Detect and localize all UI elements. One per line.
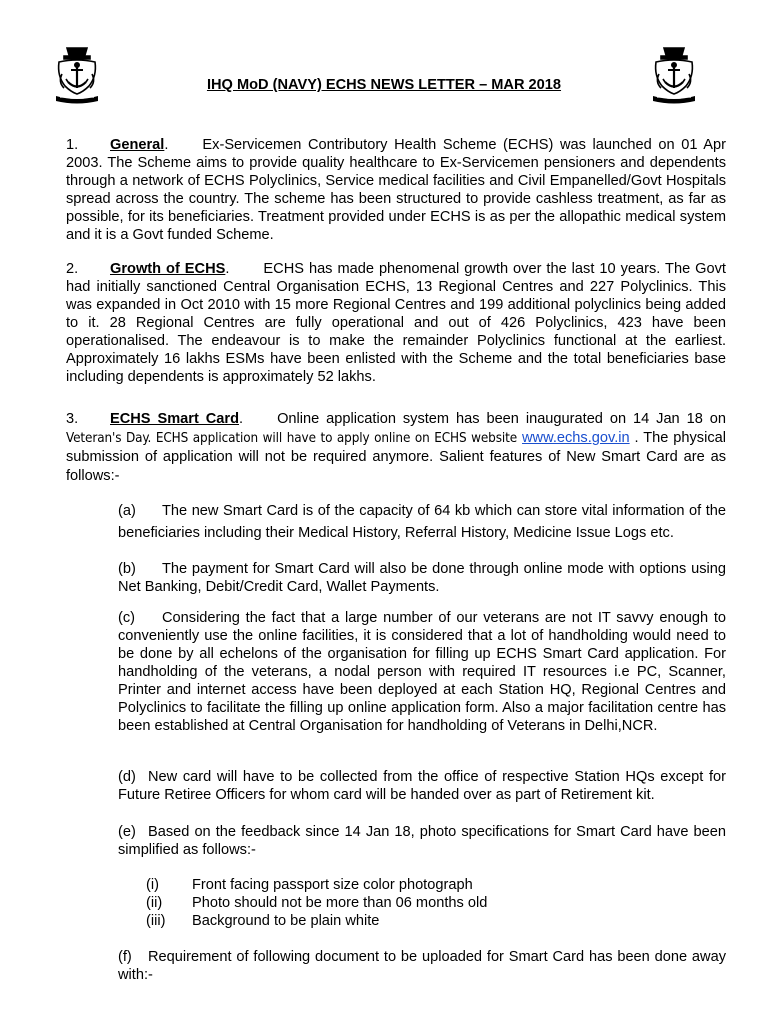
section-text-line2: Veteran's Day. ECHS application will have to apply online on ECHS website	[66, 431, 518, 446]
section-growth: 2. Growth of ECHS. ECHS has made phenomenal growth over the last 10 years. The Govt had initially sanctioned Central Organisation ECHS, 13 Regional Centres and 227 Polyclinics. This was expanded in Oct 2010 with 15 more Regional Centres and 199 additional polyclinics being added to it. 28 Regional Centres are fully operational and out of 426 Polyclinics, 423 have been operationalised. The endeavour is to make the remainder Polyclinics functional at the earliest. Approximately 16 lakhs ESMs have been enlisted with the Scheme and the total beneficiaries base including dependents is approximately 52 lakhs.	[66, 261, 726, 385]
item-text: Requirement of following document to be uploaded for Smart Card has been done away with:-	[118, 949, 726, 983]
list-item-text: Front facing passport size color photograph	[192, 877, 473, 893]
section-text: Ex-Servicemen Contributory Health Scheme (ECHS) was launched on 01 Apr 2003. The Scheme aims to provide quality healthcare to Ex-Servicemen pensioners and dependents through a network of ECHS Polyclinics, Service medical facilities and Civil Empanelled/Govt Hospitals spread across the country. The scheme has been structured to provide cashless treatment, as far as possible, for its beneficiaries. Treatment provided under ECHS is as per the allopathic medical system and it is a Govt funded Scheme.	[66, 137, 726, 243]
section-number: 2.	[66, 261, 79, 277]
section-general: 1. General. Ex-Servicemen Contributory Health Scheme (ECHS) was launched on 01 Apr 2003. The Scheme aims to provide quality healthcare to Ex-Servicemen pensioners and dependents through a network of ECHS Polyclinics, Service medical facilities and Civil Empanelled/Govt Hospitals spread across the country. The scheme has been structured to provide cashless treatment, as far as possible, for its beneficiaries. Treatment provided under ECHS is as per the allopathic medical system and it is a Govt funded Scheme.	[66, 137, 726, 243]
section-number: 1.	[66, 137, 79, 153]
list-item-number: (i)	[146, 877, 159, 893]
photo-spec-list	[146, 876, 487, 930]
item-text: Considering the fact that a large number of our veterans are not IT savvy enough to conveniently use the online facilities, it is considered that a lot of handholding would need to be done by all echelons of the organisation for filling up ECHS Smart Card application. For handholding of the veterans, a nodal person with required IT resources i.e PC, Scanner, Printer and internet access have been deployed at each Station HQ, Regional Centres and Polyclinics to facilitate the filling up online application form. Also a major facilitation centre has been established at Central Organisation for handholding of Veterans in Delhi,NCR.	[118, 610, 726, 734]
section-smart-card: 3. ECHS Smart Card. Online application system has been inaugurated on 14 Jan 18 on Veteran's Day. ECHS application will have to apply online on ECHS website www.echs.gov.in . The physical submission of application will not be required anymore. Salient features of New Smart Card are as follows:-	[66, 411, 727, 484]
item-label: (f)	[118, 949, 132, 965]
item-label: (c)	[118, 610, 136, 626]
item-text: The new Smart Card is of the capacity of 64 kb which can store vital information of the beneficiaries including their Medical History, Referral History, Medicine Issue Logs etc.	[118, 503, 726, 541]
item-b	[118, 560, 726, 596]
list-item-text: Photo should not be more than 06 months old	[192, 895, 488, 911]
link-period: .	[634, 430, 639, 446]
section-text-rest: The physical submission of application will not be required anymore. Salient features of New Smart Card are as follows:-	[66, 430, 727, 484]
navy-crest-icon	[647, 44, 701, 106]
section-heading: Growth of ECHS	[110, 261, 226, 277]
section-text: ECHS has made phenomenal growth over the last 10 years. The Govt had initially sanctioned Central Organisation ECHS, 13 Regional Centres and 227 Polyclinics. This was expanded in Oct 2010 with 15 more Regional Centres and 199 additional polyclinics being added to it. 28 Regional Centres are fully operational and out of 426 Polyclinics, 423 have been operationalised. The endeavour is to make the remainder Polyclinics functional at the earliest. Approximately 16 lakhs ESMs have been enlisted with the Scheme and the total beneficiaries base including dependents is approximately 52 lakhs.	[66, 261, 726, 385]
list-item-text: Background to be plain white	[192, 913, 380, 929]
newsletter-title: IHQ MoD (NAVY) ECHS NEWS LETTER – MAR 2018	[206, 77, 562, 93]
item-label: (a)	[118, 503, 136, 519]
list-item	[146, 912, 487, 930]
section-number: 3.	[66, 411, 79, 427]
item-c	[118, 609, 726, 735]
item-text: New card will have to be collected from the office of respective Station HQs except for Future Retiree Officers for whom card will be handed over as part of Retirement kit.	[118, 769, 726, 803]
item-label: (e)	[118, 824, 136, 840]
item-label: (b)	[118, 561, 136, 577]
item-label: (d)	[118, 769, 136, 785]
item-a	[118, 500, 726, 544]
item-e	[118, 823, 726, 859]
list-item-number: (ii)	[146, 895, 163, 911]
section-text-line1: Online application system has been inaugurated on 14 Jan 18 on	[277, 411, 726, 427]
list-item-number: (iii)	[146, 913, 166, 929]
item-text: Based on the feedback since 14 Jan 18, photo specifications for Smart Card have been simplified as follows:-	[118, 824, 726, 858]
item-d	[118, 768, 726, 804]
item-f	[118, 948, 726, 984]
item-text: The payment for Smart Card will also be done through online mode with options using Net Banking, Debit/Credit Card, Wallet Payments.	[118, 561, 726, 595]
list-item	[146, 876, 487, 894]
echs-website-link[interactable]: www.echs.gov.in	[522, 430, 630, 446]
navy-crest-icon	[50, 44, 104, 106]
section-heading: ECHS Smart Card	[110, 411, 239, 427]
list-item	[146, 894, 487, 912]
section-heading: General	[110, 137, 165, 153]
